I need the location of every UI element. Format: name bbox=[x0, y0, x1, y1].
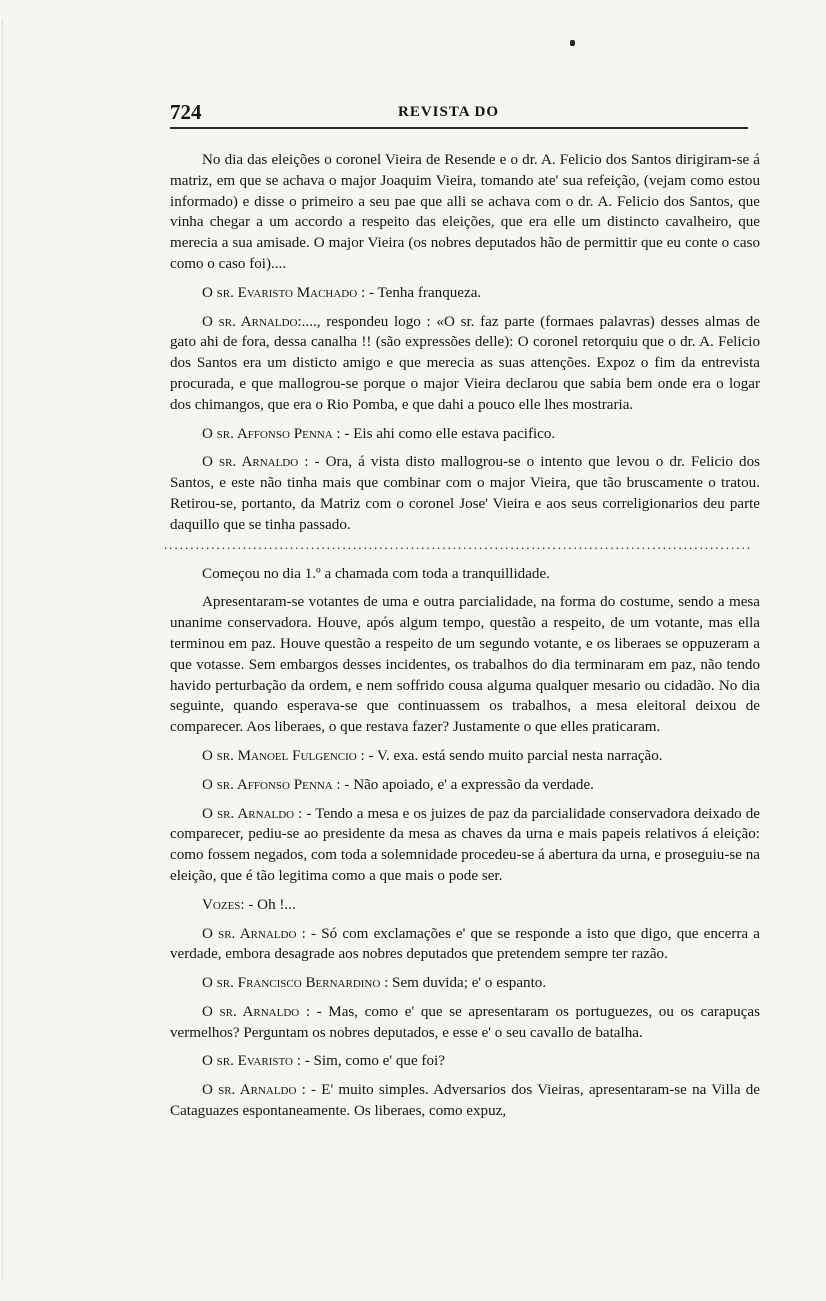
page-header bbox=[170, 100, 748, 130]
header-rule bbox=[170, 127, 748, 132]
paragraph bbox=[170, 973, 760, 994]
paragraph bbox=[170, 150, 760, 275]
speaker-name: O sr. Arnaldo : bbox=[202, 1082, 306, 1099]
paragraph-text: - Tendo a mesa e os juizes de paz da parcialidade conservadora deixado de comparecer, pediu-se ao presidente da mesa as chaves da urna e mais papeis relativos á eleição: como fossem negados, com toda a solemnidade procedeu-se á abertura da urna, e proseguiu-se na eleição, que é tão legitima como a que mais o pode ser. bbox=[170, 805, 761, 884]
speaker-name: O sr. Affonso Penna : bbox=[202, 425, 341, 442]
speaker-name: O sr. Evaristo : bbox=[202, 1053, 301, 1070]
paragraph-text: - Tenha franqueza. bbox=[365, 284, 482, 301]
paragraph bbox=[170, 1051, 760, 1072]
speaker-name: O sr. Arnaldo : bbox=[202, 1003, 311, 1020]
paragraph-text: - Ora, á vista disto mallogrou-se o intento que levou o dr. Felicio dos Santos, e este não tinha mais que combinar com o major Vieira, que tão bruscamente o tratou. Retirou-se, portanto, da Matriz com o coronel Jose' Vieira e aos seus correligionarios deu parte daquillo que se tinha passado. bbox=[170, 454, 760, 533]
speaker-name: O sr. Arnaldo : bbox=[202, 925, 306, 942]
paragraph bbox=[170, 746, 760, 767]
speaker-name: O sr. Affonso Penna : bbox=[202, 776, 341, 793]
paragraph-text: - Só com exclamações e' que se responde a isto que digo, que encerra a verdade, embora desagrade aos nobres deputados que pretendem sempre ter razão. bbox=[170, 925, 760, 963]
paragraph-text: No dia das eleições o coronel Vieira de Resende e o dr. A. Felicio dos Santos dirigiram-se á matriz, em que se achava o major Joaquim Vieira, tomando ate' sua refeição, (vejam como estou informado) e disse o primeiro a seu pae que alli se achava com o dr. A. Felicio dos Santos, que vinha chegar a um accordo a respeito das eleições, que era elle um distincto cavalheiro, que merecia a sua amisade. O major Vieira (os nobres deputados hão de permittir que eu conte o caso como o caso foi).... bbox=[170, 152, 760, 272]
paragraph bbox=[170, 452, 760, 535]
dotted-separator: ................................................................................................................ bbox=[164, 537, 752, 552]
paragraph bbox=[170, 804, 760, 887]
paragraph bbox=[170, 283, 760, 304]
paragraph bbox=[170, 424, 760, 445]
paragraph bbox=[170, 312, 760, 416]
speaker-name: O sr. Arnaldo : bbox=[202, 454, 309, 471]
paragraph-text: ...., respondeu logo : «O sr. faz parte (formaes palavras) desses almas de gato ahi de fora, dessa canalha !! (são expressões delle): O coronel retorquiu que o dr. A. Felicio dos Santos era um disticto amigo e que merecia as suas attenções. Expoz o fim da entrevista procurada, e que mallogrou-se porque o major Vieira declarou que sabia bem onde era o logar dos chimangos, que era o Rio Pomba, e que dahi a pouco elle lhes mostraria. bbox=[170, 313, 760, 413]
speaker-name: O sr. Evaristo Machado : bbox=[202, 284, 366, 301]
page-number: 724 bbox=[170, 100, 202, 124]
section-after bbox=[170, 564, 760, 1122]
ink-dot bbox=[570, 40, 575, 46]
section-before bbox=[170, 150, 760, 536]
paragraph bbox=[170, 775, 760, 796]
paragraph bbox=[170, 895, 760, 916]
speaker-name: O sr. Arnaldo: bbox=[202, 313, 302, 330]
paragraph bbox=[170, 924, 760, 966]
paragraph bbox=[170, 564, 760, 585]
paragraph-text: - Não apoiado, e' a expressão da verdade. bbox=[340, 776, 594, 793]
paragraph-text: Sem duvida; e' o espanto. bbox=[388, 975, 547, 992]
speaker-name: O sr. Arnaldo : bbox=[202, 805, 303, 822]
paragraph-text: - Sim, como e' que foi? bbox=[300, 1053, 445, 1070]
body-text bbox=[164, 150, 761, 1122]
margin-marks bbox=[2, 20, 17, 1280]
paragraph-text: - Oh !... bbox=[244, 896, 296, 913]
paragraph-text: Começou no dia 1.º a chamada com toda a tranquillidade. bbox=[202, 565, 550, 582]
paragraph-text: - E' muito simples. Adversarios dos Vieiras, apresentaram-se na Villa de Cataguazes espontaneamente. Os liberaes, como expuz, bbox=[170, 1082, 760, 1120]
paragraph bbox=[170, 1080, 760, 1122]
paragraph bbox=[170, 1002, 760, 1044]
speaker-name: O sr. Francisco Bernardino : bbox=[202, 975, 389, 992]
paragraph-text: Apresentaram-se votantes de uma e outra parcialidade, na forma do costume, sendo a mesa unanime conservadora. Houve, após algum tempo, questão a respeito, de um votante, mas ella terminou em paz. Houve questão a respeito de um segundo votante, e os liberaes se oppuzeram a que votasse. Sem embargos desses incidentes, os trabalhos do dia terminaram em paz, não tendo havido perturbação da ordem, e nem soffrido cousa alguma qualquer mesario ou cidadão. No dia seguinte, quando esperava-se que continuassem os trabalhos, a mesa eleitoral deixou de comparecer. Aos liberaes, o que restava fazer? Justamente o que elles praticaram. bbox=[170, 594, 760, 736]
speaker-name: Vozes: bbox=[202, 896, 245, 913]
speaker-name: O sr. Manoel Fulgencio : bbox=[202, 747, 365, 764]
paragraph-text: - Eis ahi como elle estava pacifico. bbox=[340, 425, 556, 442]
paragraph-text: - V. exa. está sendo muito parcial nesta narração. bbox=[364, 747, 663, 764]
paragraph bbox=[170, 592, 760, 738]
paragraph-text: - Mas, como e' que se apresentaram os portuguezes, ou os carapuças vermelhos? Perguntam os nobres deputados, e esse e' o seu cavallo de batalha. bbox=[170, 1003, 760, 1041]
running-head: REVISTA DO bbox=[398, 104, 499, 120]
